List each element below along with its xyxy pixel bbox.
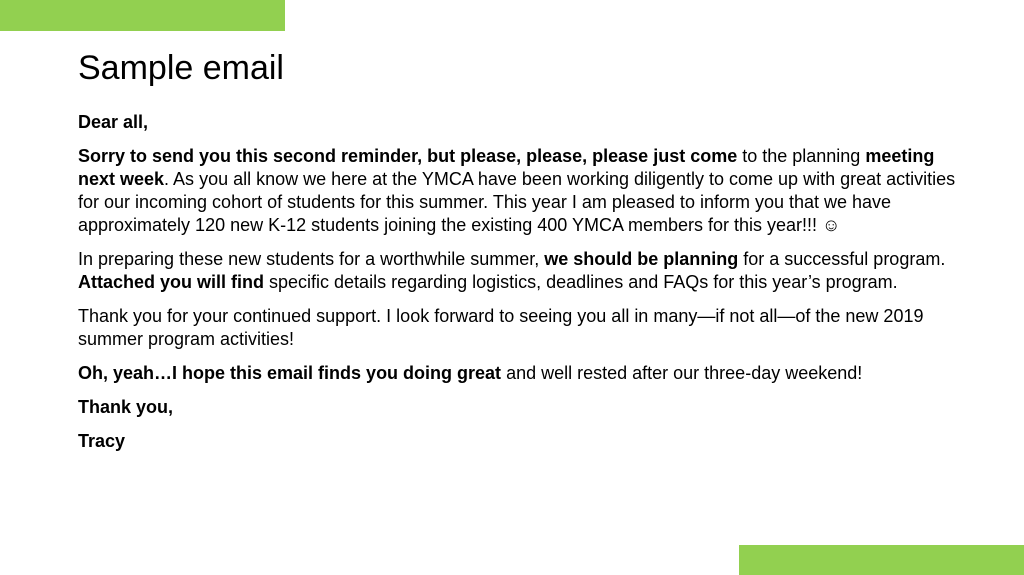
- greeting-text: Dear all,: [78, 112, 149, 132]
- signature-text: Tracy: [78, 431, 126, 451]
- email-signature: [78, 430, 958, 453]
- email-greeting: [78, 111, 958, 134]
- planning-intro-text: In preparing these new students for a worthwhile summer,: [78, 249, 545, 269]
- reminder-bold-text: Sorry to send you this second reminder, but please, please, please just come: [78, 146, 738, 166]
- email-paragraph-closing-note: [78, 362, 958, 385]
- accent-bar-top: [0, 0, 285, 31]
- email-paragraph-thanks: Thank you for your continued support. I look forward to seeing you all in many—if not all—of the new 2019 summer program activities!: [78, 306, 924, 349]
- email-paragraph-planning: [78, 248, 958, 294]
- email-closing: [78, 396, 958, 419]
- planning-bold-text: we should be planning: [544, 249, 739, 269]
- accent-bar-bottom: [739, 545, 1024, 575]
- ymca-info-text: . As you all know we here at the YMCA have been working diligently to come up with great activities for our incoming cohort of students for this summer. This year I am pleased to inform you that we have approximately 120 new K-12 students joining the existing 400 YMCA members for this year!!! ☺: [78, 169, 956, 235]
- email-paragraph-reminder: [78, 145, 958, 237]
- closing-note-bold-text: Oh, yeah…I hope this email finds you doing great: [78, 363, 502, 383]
- slide-title: Sample email: [78, 49, 284, 87]
- closing-text: Thank you,: [78, 397, 174, 417]
- attached-bold-text: Attached you will find: [78, 272, 265, 292]
- planning-text: for a successful program.: [738, 249, 946, 269]
- email-body: [78, 111, 958, 464]
- meeting-bold-text: meeting next week: [78, 146, 935, 189]
- details-text: specific details regarding logistics, deadlines and FAQs for this year’s program.: [264, 272, 898, 292]
- reminder-text: to the planning: [737, 146, 866, 166]
- closing-note-text: and well rested after our three-day weekend!: [501, 363, 863, 383]
